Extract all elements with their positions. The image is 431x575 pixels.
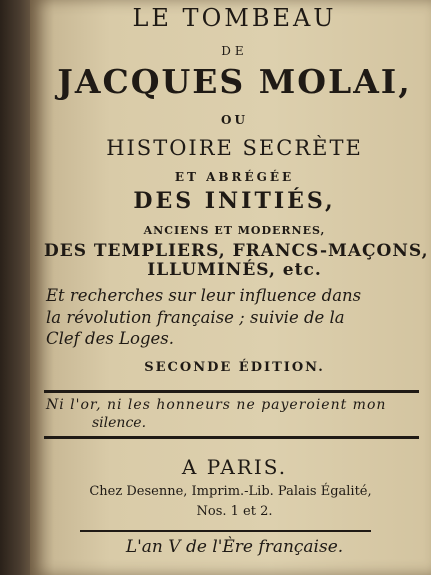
edition-line: SECONDE ÉDITION.	[144, 360, 325, 375]
title-line-4: OU	[221, 113, 248, 127]
imprint-publisher-2: Nos. 1 et 2.	[196, 504, 273, 519]
subtitle-italic-2: la révolution française ; suivie de la	[46, 308, 345, 327]
title-line-1: LE TOMBEAU	[132, 4, 337, 32]
subtitle-italic-1: Et recherches sur leur influence dans	[46, 286, 362, 305]
rule-imprint	[80, 530, 371, 532]
imprint-publisher-1: Chez Desenne, Imprim.-Lib. Palais Égalité,	[89, 484, 372, 499]
motto-line-1: Ni l'or, ni les honneurs ne payeroient mon	[46, 397, 387, 413]
subtitle-italic-3: Clef des Loges.	[46, 329, 174, 348]
title-line-2: DE	[221, 44, 248, 58]
title-page	[30, 0, 431, 575]
title-line-6: ET ABRÉGÉE	[174, 170, 295, 184]
imprint-city: A PARIS.	[181, 455, 288, 479]
title-line-9: DES TEMPLIERS, FRANCS-MAÇONS,	[44, 241, 429, 261]
title-line-5: HISTOIRE SECRÈTE	[106, 136, 363, 160]
title-line-10: ILLUMINÉS, etc.	[147, 260, 322, 280]
title-line-3: JACQUES MOLAI,	[57, 62, 412, 101]
title-line-7: DES INITIÉS,	[133, 188, 336, 214]
motto-line-2: silence.	[92, 415, 147, 431]
imprint-date: L'an V de l'Ère française.	[125, 537, 344, 557]
title-line-8: ANCIENS ET MODERNES,	[143, 224, 326, 237]
rule-top	[44, 390, 419, 393]
rule-bottom	[44, 436, 419, 439]
